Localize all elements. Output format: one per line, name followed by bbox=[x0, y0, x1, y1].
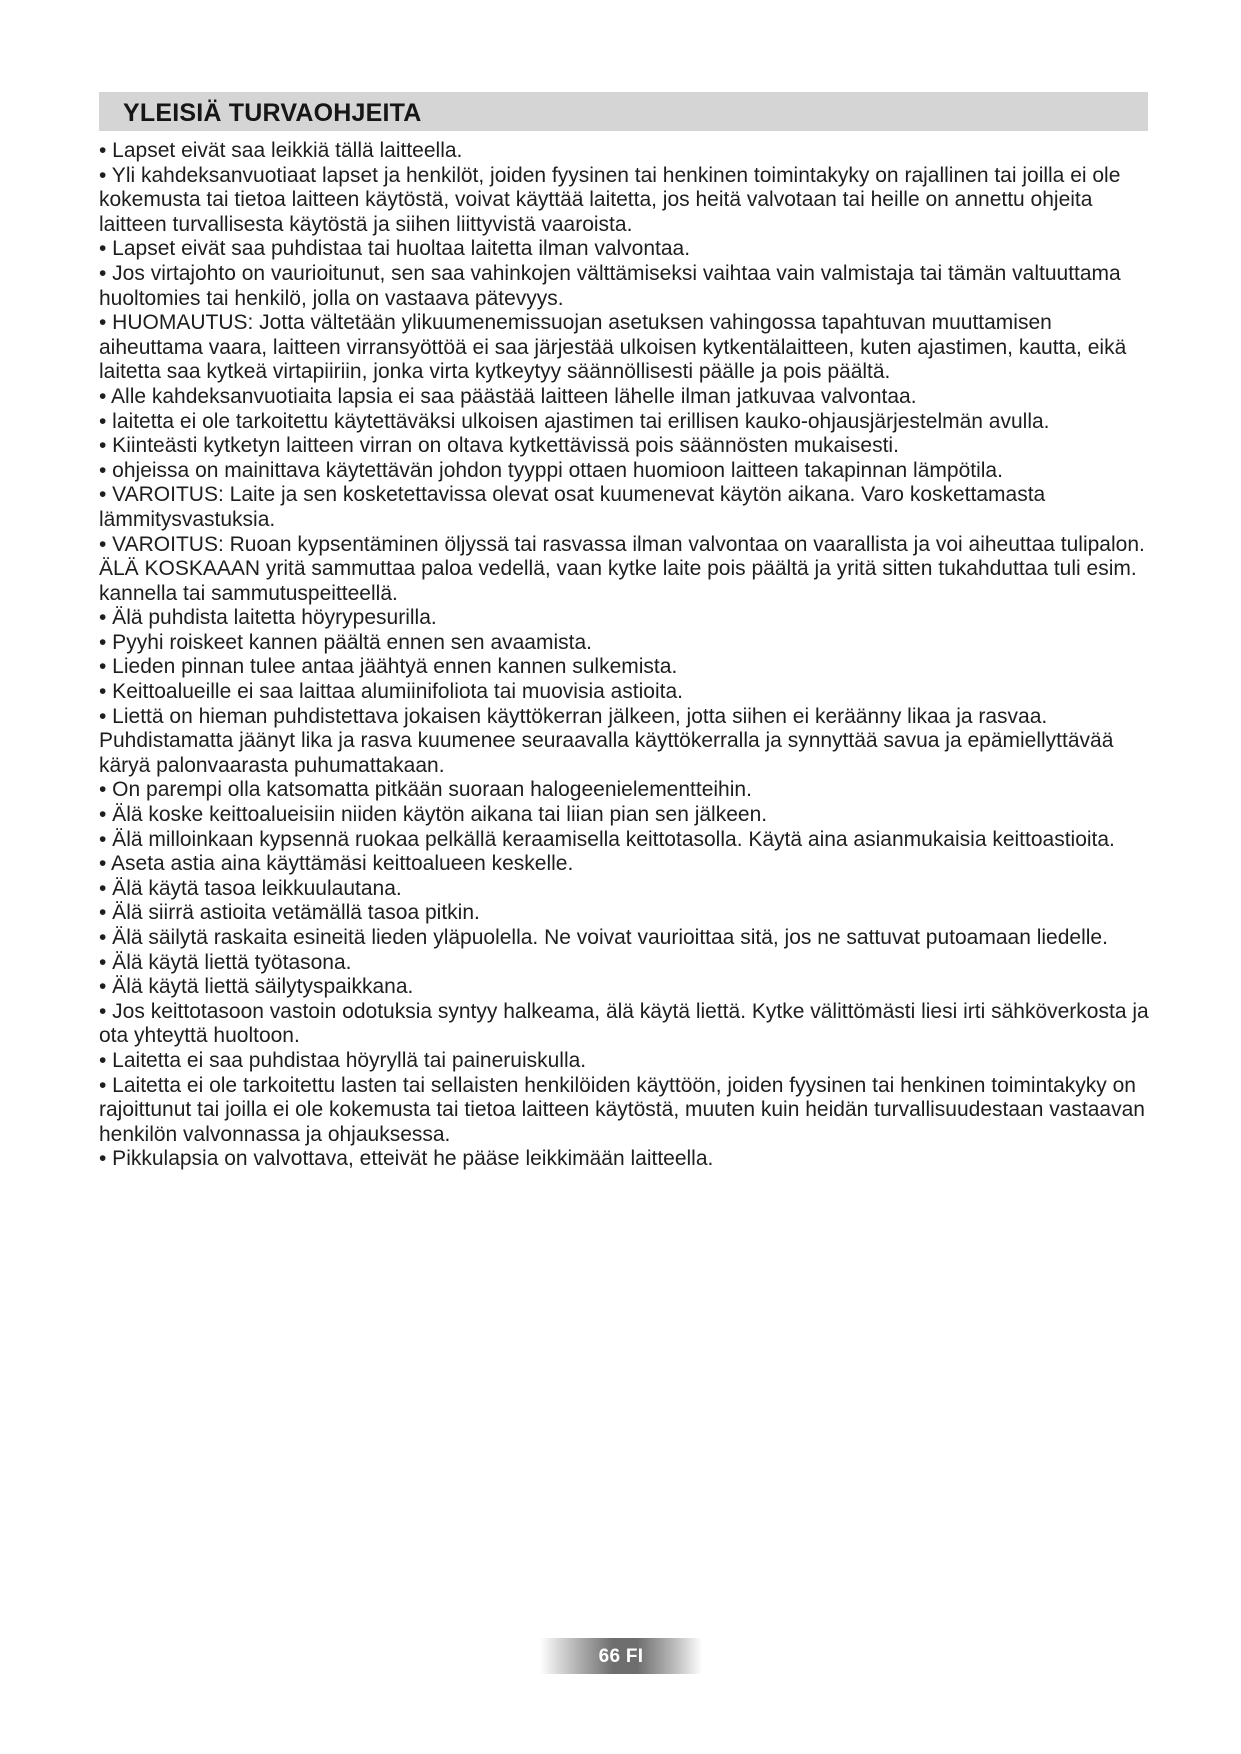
paragraph: • Lieden pinnan tulee antaa jäähtyä ennen kannen sulkemista. bbox=[99, 655, 678, 679]
paragraph: • Älä käytä liettä työtasona. bbox=[99, 950, 352, 974]
section-title: YLEISIÄ TURVAOHJEITA bbox=[123, 99, 422, 127]
paragraph: • HUOMAUTUS: Jotta vältetään ylikuumenemissuojan asetuksen vahingossa tapahtuvan muuttamisen aiheuttama vaara, laitteen virransyöttöä ei saa järjestää ulkoisen kytkentälaitteen, kuten ajastimen, kautta, eikä laitetta saa kytkeä virtapiiriin, jonka virta kytkeytyy säännöllisesti päälle ja pois päältä. bbox=[99, 311, 1127, 384]
paragraph: • Älä käytä liettä säilytyspaikkana. bbox=[99, 975, 414, 999]
paragraph: • Pyyhi roiskeet kannen päältä ennen sen avaamista. bbox=[99, 630, 592, 654]
paragraph: • Älä milloinkaan kypsennä ruokaa pelkällä keraamisella keittotasolla. Käytä aina asianmukaisia keittoastioita. bbox=[99, 827, 1115, 851]
safety-instructions-body bbox=[99, 139, 1151, 1172]
paragraph: • Pikkulapsia on valvottava, etteivät he pääse leikkimään laitteella. bbox=[99, 1147, 714, 1171]
paragraph: • Älä käytä tasoa leikkuulautana. bbox=[99, 876, 402, 900]
paragraph: • On parempi olla katsomatta pitkään suoraan halogeenielementteihin. bbox=[99, 778, 752, 802]
paragraph: • Laitetta ei ole tarkoitettu lasten tai sellaisten henkilöiden käyttöön, joiden fyysinen tai henkinen toimintakyky on rajoittunut tai joilla ei ole kokemusta tai tietoa laitteen käytöstä, muuten kuin heidän turvallisuudestaan vastaavan henkilön valvonnassa ja ohjauksessa. bbox=[99, 1073, 1145, 1146]
page-number-tab bbox=[540, 1638, 702, 1674]
paragraph: • Laitetta ei saa puhdistaa höyryllä tai paineruiskulla. bbox=[99, 1048, 587, 1072]
paragraph: • Alle kahdeksanvuotiaita lapsia ei saa päästää laitteen lähelle ilman jatkuvaa valvontaa. bbox=[99, 384, 917, 408]
paragraph: • Kiinteästi kytketyn laitteen virran on oltava kytkettävissä pois säännösten mukaisesti. bbox=[99, 434, 899, 458]
paragraph: • Liettä on hieman puhdistettava jokaisen käyttökerran jälkeen, jotta siihen ei keräänny likaa ja rasvaa. Puhdistamatta jäänyt lika ja rasva kuumenee seuraavalla käyttökerralla ja synnyttää savua ja epämiellyttävää käryä palonvaarasta puhumattakaan. bbox=[99, 704, 1114, 777]
paragraph: • Aseta astia aina käyttämäsi keittoalueen keskelle. bbox=[99, 852, 574, 876]
paragraph: • Jos virtajohto on vaurioitunut, sen saa vahinkojen välttämiseksi vaihtaa vain valmistaja tai tämän valtuuttama huoltomies tai henkilö, jolla on vastaava pätevyys. bbox=[99, 261, 1121, 310]
paragraph: • Älä siirrä astioita vetämällä tasoa pitkin. bbox=[99, 901, 480, 925]
paragraph: • Älä koske keittoalueisiin niiden käytön aikana tai liian pian sen jälkeen. bbox=[99, 803, 768, 827]
section-header-bar bbox=[99, 92, 1148, 131]
paragraph: • ohjeissa on mainittava käytettävän johdon tyyppi ottaen huomioon laitteen takapinnan lämpötila. bbox=[99, 458, 1003, 482]
page-number-label: 66 FI bbox=[598, 1646, 644, 1667]
paragraph: • Lapset eivät saa puhdistaa tai huoltaa laitetta ilman valvontaa. bbox=[99, 237, 691, 261]
paragraph: • Yli kahdeksanvuotiaat lapset ja henkilöt, joiden fyysinen tai henkinen toimintakyky on rajallinen tai joilla ei ole kokemusta tai tietoa laitteen käytöstä, voivat käyttää laitetta, jos heitä valvotaan tai heille on annettu ohjeita laitteen turvallisesta käytöstä ja siihen liittyvistä vaaroista. bbox=[99, 163, 1121, 236]
paragraph: • Älä puhdista laitetta höyrypesurilla. bbox=[99, 606, 437, 630]
paragraph: • Jos keittotasoon vastoin odotuksia syntyy halkeama, älä käytä liettä. Kytke välittömästi liesi irti sähköverkosta ja ota yhteyttä huoltoon. bbox=[99, 999, 1149, 1048]
paragraph: ÄLÄ KOSKAAAN yritä sammuttaa paloa vedellä, vaan kytke laite pois päältä ja yritä sitten tukahduttaa tuli esim. kannella tai sammutuspeitteellä. bbox=[99, 557, 1137, 605]
paragraph: • laitetta ei ole tarkoitettu käytettäväksi ulkoisen ajastimen tai erillisen kauko-ohjausjärjestelmän avulla. bbox=[99, 409, 1050, 433]
paragraph: • VAROITUS: Ruoan kypsentäminen öljyssä tai rasvassa ilman valvontaa on vaarallista ja voi aiheuttaa tulipalon. bbox=[99, 532, 1145, 556]
paragraph: • Keittoalueille ei saa laittaa alumiinifoliota tai muovisia astioita. bbox=[99, 680, 683, 704]
paragraph: • VAROITUS: Laite ja sen kosketettavissa olevat osat kuumenevat käytön aikana. Varo koskettamasta lämmitysvastuksia. bbox=[99, 483, 1046, 531]
paragraph: • Lapset eivät saa leikkiä tällä laitteella. bbox=[99, 139, 463, 162]
paragraph: • Älä säilytä raskaita esineitä lieden yläpuolella. Ne voivat vaurioittaa sitä, jos ne sattuvat putoamaan liedelle. bbox=[99, 926, 1108, 949]
